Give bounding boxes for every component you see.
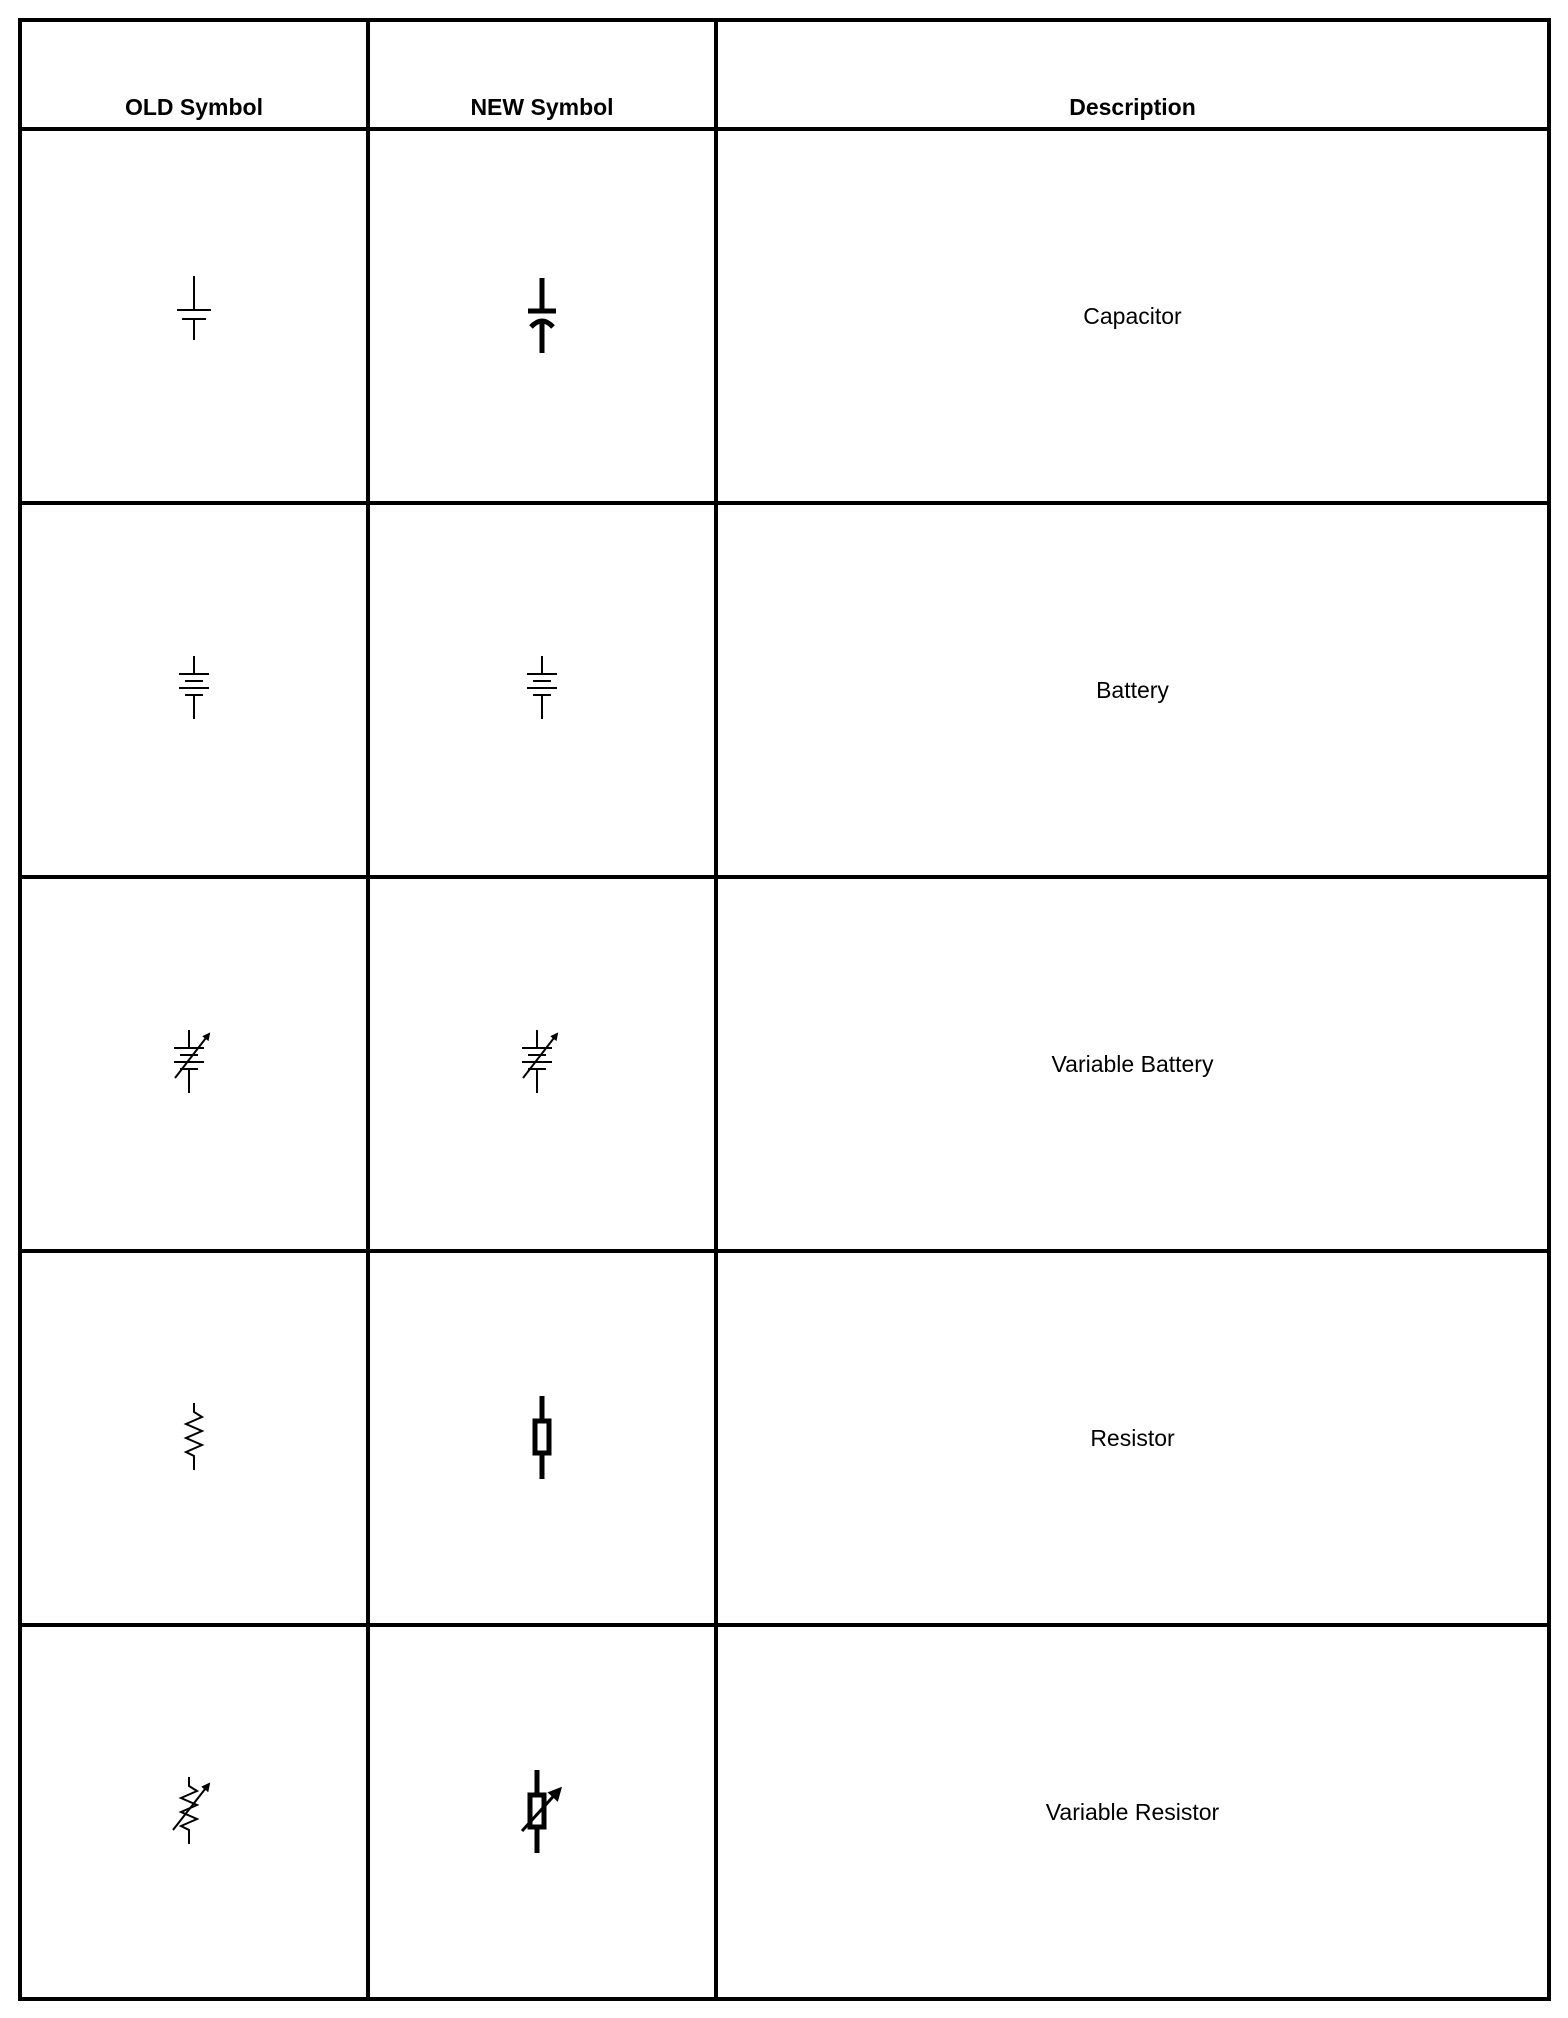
description-cell: Battery — [716, 503, 1549, 877]
old-symbol-cell — [20, 1251, 368, 1625]
capacitor-old-icon — [174, 272, 214, 352]
variable-resistor-old-icon — [169, 1772, 219, 1852]
battery-old-icon — [174, 650, 214, 730]
header-description: Description — [716, 20, 1549, 129]
battery-new-icon — [522, 650, 562, 730]
description-cell: Resistor — [716, 1251, 1549, 1625]
new-symbol-cell — [368, 129, 716, 503]
resistor-old-icon — [174, 1398, 214, 1478]
variable-battery-old-icon — [169, 1024, 219, 1104]
old-symbol-cell — [20, 1625, 368, 1999]
resistor-new-icon — [522, 1393, 562, 1483]
variable-battery-new-icon — [517, 1024, 567, 1104]
new-symbol-cell — [368, 1251, 716, 1625]
old-symbol-cell — [20, 503, 368, 877]
header-new-symbol: NEW Symbol — [368, 20, 716, 129]
new-symbol-cell — [368, 1625, 716, 1999]
header-row — [20, 20, 1549, 129]
table-row — [20, 1251, 1549, 1625]
table-row — [20, 129, 1549, 503]
new-symbol-cell — [368, 877, 716, 1251]
symbol-table — [18, 18, 1551, 2001]
old-symbol-cell — [20, 877, 368, 1251]
new-symbol-cell — [368, 503, 716, 877]
table-row — [20, 877, 1549, 1251]
capacitor-new-icon — [522, 273, 562, 363]
header-old-symbol: OLD Symbol — [20, 20, 368, 129]
old-symbol-cell — [20, 129, 368, 503]
description-cell: Capacitor — [716, 129, 1549, 503]
table-row — [20, 1625, 1549, 1999]
description-cell: Variable Battery — [716, 877, 1549, 1251]
table-row — [20, 503, 1549, 877]
description-cell: Variable Resistor — [716, 1625, 1549, 1999]
variable-resistor-new-icon — [512, 1767, 572, 1857]
